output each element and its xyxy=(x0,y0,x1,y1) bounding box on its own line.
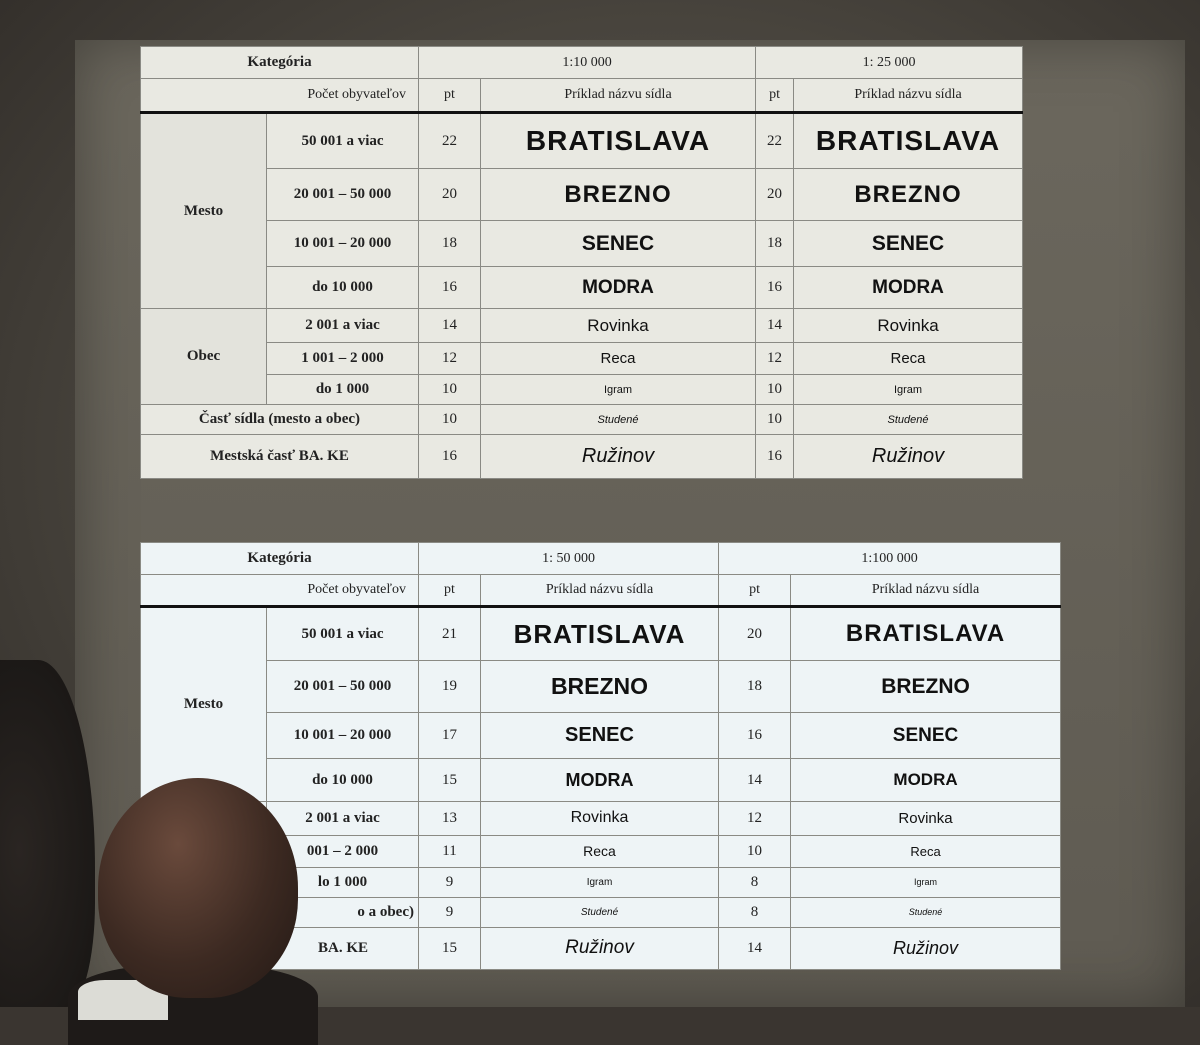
pt-cell: 16 xyxy=(756,267,794,309)
example-name-cell: Reca xyxy=(481,343,756,375)
pt-cell: 10 xyxy=(419,405,481,435)
example-name-cell: Ružinov xyxy=(791,927,1061,969)
pt-cell: 10 xyxy=(719,835,791,867)
example-name-cell: Studené xyxy=(794,405,1023,435)
example-name-cell: BRATISLAVA xyxy=(481,607,719,661)
example-name-cell: SENEC xyxy=(481,221,756,267)
category-cast-sidla: Časť sídla (mesto a obec) xyxy=(141,405,419,435)
pt-cell: 16 xyxy=(419,435,481,479)
pt-cell: 20 xyxy=(756,169,794,221)
population-cell: 001 – 2 000 xyxy=(267,835,419,867)
example-name-cell: Studené xyxy=(481,897,719,927)
table-row xyxy=(141,375,1023,405)
pt-cell: 19 xyxy=(419,661,481,713)
header-pt: pt xyxy=(419,79,481,113)
example-name-cell: Ružinov xyxy=(481,927,719,969)
pt-cell: 14 xyxy=(756,309,794,343)
example-name-cell: Igram xyxy=(481,375,756,405)
pt-cell: 8 xyxy=(719,867,791,897)
population-cell: 1 001 – 2 000 xyxy=(267,343,419,375)
example-name-cell: BREZNO xyxy=(794,169,1023,221)
category-mesto: Mesto xyxy=(141,607,267,801)
table-row xyxy=(141,713,1061,759)
pt-cell: 12 xyxy=(719,801,791,835)
header-kategoria: Kategória xyxy=(141,47,419,79)
example-name-cell: MODRA xyxy=(481,267,756,309)
population-cell: 20 001 – 50 000 xyxy=(267,661,419,713)
example-name-cell: Reca xyxy=(794,343,1023,375)
population-cell: 2 001 a viac xyxy=(267,309,419,343)
table-row xyxy=(141,435,1023,479)
audience-member-head xyxy=(78,770,318,1030)
header-pt: pt xyxy=(719,575,791,607)
pt-cell: 10 xyxy=(419,375,481,405)
population-cell: 20 001 – 50 000 xyxy=(267,169,419,221)
example-name-cell: Rovinka xyxy=(791,801,1061,835)
pt-cell: 13 xyxy=(419,801,481,835)
pt-cell: 15 xyxy=(419,927,481,969)
example-name-cell: SENEC xyxy=(791,713,1061,759)
header-scale-10000: 1:10 000 xyxy=(419,47,756,79)
pt-cell: 14 xyxy=(719,759,791,801)
category-mestska-cast: Mestská časť BA. KE xyxy=(141,435,419,479)
header-priklad: Príklad názvu sídla xyxy=(481,575,719,607)
header-priklad: Príklad názvu sídla xyxy=(794,79,1023,113)
example-name-cell: Ružinov xyxy=(794,435,1023,479)
header-scale-100000: 1:100 000 xyxy=(719,543,1061,575)
table-row xyxy=(141,309,1023,343)
header-pt: pt xyxy=(756,79,794,113)
pt-cell: 9 xyxy=(419,867,481,897)
pt-cell: 22 xyxy=(756,113,794,169)
example-name-cell: MODRA xyxy=(791,759,1061,801)
population-cell: 50 001 a viac xyxy=(267,113,419,169)
pt-cell: 11 xyxy=(419,835,481,867)
pt-cell: 9 xyxy=(419,897,481,927)
population-cell: 2 001 a viac xyxy=(267,801,419,835)
population-cell: 10 001 – 20 000 xyxy=(267,713,419,759)
header-pocet-obyvatelov: Počet obyvateľov xyxy=(141,575,419,607)
pt-cell: 12 xyxy=(756,343,794,375)
table-row xyxy=(141,169,1023,221)
pt-cell: 18 xyxy=(419,221,481,267)
font-size-table-1-10000-25000 xyxy=(140,46,1023,479)
table-row xyxy=(141,221,1023,267)
example-name-cell: Studené xyxy=(791,897,1061,927)
example-name-cell: Igram xyxy=(791,867,1061,897)
table-row xyxy=(141,607,1061,661)
pt-cell: 14 xyxy=(419,309,481,343)
table-row xyxy=(141,113,1023,169)
example-name-cell: SENEC xyxy=(794,221,1023,267)
table-row xyxy=(141,267,1023,309)
header-priklad: Príklad názvu sídla xyxy=(791,575,1061,607)
bald-head xyxy=(98,778,298,998)
population-cell: do 10 000 xyxy=(267,759,419,801)
population-cell: lo 1 000 xyxy=(267,867,419,897)
pt-cell: 15 xyxy=(419,759,481,801)
header-scale-25000: 1: 25 000 xyxy=(756,47,1023,79)
population-cell: do 1 000 xyxy=(267,375,419,405)
category-mestska-cast: BA. KE xyxy=(141,927,419,969)
example-name-cell: BREZNO xyxy=(791,661,1061,713)
pt-cell: 12 xyxy=(419,343,481,375)
population-cell: 10 001 – 20 000 xyxy=(267,221,419,267)
pt-cell: 16 xyxy=(419,267,481,309)
example-name-cell: Rovinka xyxy=(481,801,719,835)
pt-cell: 16 xyxy=(719,713,791,759)
header-kategoria: Kategória xyxy=(141,543,419,575)
header-scale-50000: 1: 50 000 xyxy=(419,543,719,575)
header-priklad: Príklad názvu sídla xyxy=(481,79,756,113)
example-name-cell: MODRA xyxy=(481,759,719,801)
pt-cell: 21 xyxy=(419,607,481,661)
population-cell: do 10 000 xyxy=(267,267,419,309)
category-mesto: Mesto xyxy=(141,113,267,309)
pt-cell: 8 xyxy=(719,897,791,927)
example-name-cell: Igram xyxy=(794,375,1023,405)
example-name-cell: MODRA xyxy=(794,267,1023,309)
example-name-cell: Igram xyxy=(481,867,719,897)
example-name-cell: Rovinka xyxy=(794,309,1023,343)
table-row xyxy=(141,343,1023,375)
example-name-cell: Ružinov xyxy=(481,435,756,479)
example-name-cell: BRATISLAVA xyxy=(481,113,756,169)
pt-cell: 10 xyxy=(756,375,794,405)
pt-cell: 20 xyxy=(419,169,481,221)
example-name-cell: Reca xyxy=(791,835,1061,867)
pt-cell: 18 xyxy=(756,221,794,267)
example-name-cell: BREZNO xyxy=(481,661,719,713)
header-pt: pt xyxy=(419,575,481,607)
header-pocet-obyvatelov: Počet obyvateľov xyxy=(141,79,419,113)
example-name-cell: Rovinka xyxy=(481,309,756,343)
pt-cell: 22 xyxy=(419,113,481,169)
table-row xyxy=(141,405,1023,435)
pt-cell: 18 xyxy=(719,661,791,713)
category-cast-sidla: o a obec) xyxy=(141,897,419,927)
category-obec: Obec xyxy=(141,309,267,405)
pt-cell: 17 xyxy=(419,713,481,759)
pt-cell: 16 xyxy=(756,435,794,479)
population-cell: 50 001 a viac xyxy=(267,607,419,661)
example-name-cell: BREZNO xyxy=(481,169,756,221)
example-name-cell: Studené xyxy=(481,405,756,435)
pt-cell: 20 xyxy=(719,607,791,661)
example-name-cell: BRATISLAVA xyxy=(791,607,1061,661)
table-row xyxy=(141,661,1061,713)
example-name-cell: SENEC xyxy=(481,713,719,759)
example-name-cell: Reca xyxy=(481,835,719,867)
example-name-cell: BRATISLAVA xyxy=(794,113,1023,169)
pt-cell: 14 xyxy=(719,927,791,969)
pt-cell: 10 xyxy=(756,405,794,435)
